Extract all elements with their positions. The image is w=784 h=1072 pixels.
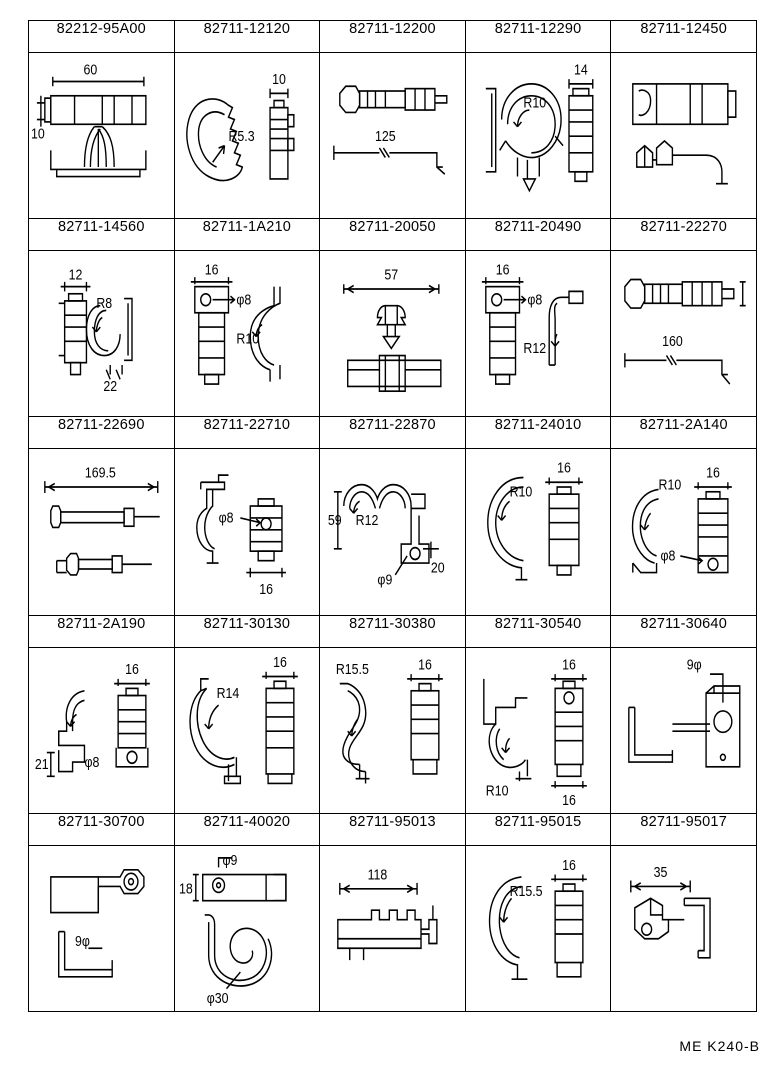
figure-row [29, 449, 757, 615]
dimension-label: R8 [96, 295, 113, 312]
part-number[interactable]: 82212-95A00 [29, 21, 175, 53]
c-clip-with-post-icon [466, 846, 611, 1011]
dimension-label: φ8 [84, 753, 100, 770]
part-figure-cell[interactable] [320, 647, 466, 813]
part-figure-cell[interactable] [29, 845, 175, 1011]
dimension-label: φ8 [235, 291, 251, 308]
header-row [29, 615, 757, 647]
part-number[interactable]: 82711-24010 [465, 417, 611, 449]
c-clip-with-post-icon [466, 449, 611, 614]
header-row [29, 219, 757, 251]
hook-clip-with-post-icon [175, 251, 320, 416]
plate-clip-with-hole-icon [29, 846, 174, 1011]
part-number[interactable]: 82711-30640 [611, 615, 757, 647]
part-figure-cell[interactable] [465, 647, 611, 813]
part-figure-cell[interactable] [174, 251, 320, 417]
part-figure-cell[interactable] [465, 251, 611, 417]
s-clip-with-post-icon [320, 648, 465, 813]
part-figure-cell[interactable] [611, 251, 757, 417]
part-figure-cell[interactable] [320, 449, 466, 615]
part-number[interactable]: 82711-30700 [29, 813, 175, 845]
clamp-bar-with-prongs-icon [29, 53, 174, 218]
part-figure-cell[interactable] [29, 449, 175, 615]
dimension-label: 12 [68, 266, 83, 283]
dimension-label: 16 [561, 655, 576, 673]
hook-clip-with-post-icon [466, 251, 611, 416]
dimension-label: 10 [271, 70, 286, 88]
part-number[interactable]: 82711-30380 [320, 615, 466, 647]
dimension-label: R15.5 [336, 660, 370, 677]
part-number[interactable]: 82711-22690 [29, 417, 175, 449]
part-figure-cell[interactable] [320, 251, 466, 417]
sheet-footer-code: ME K240-B [679, 1038, 760, 1054]
dimension-label: 16 [495, 261, 510, 279]
dimension-label: φ8 [527, 291, 543, 308]
dimension-label: R10 [523, 94, 546, 111]
dimension-label: R10 [658, 476, 682, 494]
strap-band-long-icon [611, 251, 756, 416]
dimension-label: 160 [662, 333, 684, 350]
part-number[interactable]: 82711-30540 [465, 615, 611, 647]
dimension-label: 169.5 [84, 464, 116, 482]
double-saddle-clamp-icon [320, 449, 465, 614]
dimension-label: 16 [561, 791, 576, 808]
strap-band-clamp-icon [320, 53, 465, 218]
parts-diagram-sheet [28, 20, 756, 1012]
dimension-label: 35 [654, 863, 668, 880]
bracket-clip-with-post-icon [175, 449, 320, 614]
dimension-label: 16 [125, 660, 139, 677]
part-figure-cell[interactable] [465, 449, 611, 615]
part-number[interactable]: 82711-95013 [320, 813, 466, 845]
dimension-label: 16 [258, 581, 273, 598]
part-figure-cell[interactable] [320, 53, 466, 219]
part-number[interactable]: 82711-2A140 [611, 417, 757, 449]
dimension-label: 16 [418, 655, 433, 673]
part-figure-cell[interactable] [611, 845, 757, 1011]
dimension-label: 10 [30, 125, 45, 142]
stepped-clip-with-post-icon [29, 648, 174, 813]
figure-row [29, 845, 757, 1011]
dimension-label: 9φ [75, 932, 90, 949]
part-number[interactable]: 82711-20050 [320, 219, 466, 251]
dimension-label: φ30 [206, 989, 229, 1006]
dimension-label: φ9 [222, 851, 238, 869]
dimension-label: 16 [204, 261, 219, 279]
dimension-label: 125 [375, 127, 396, 145]
part-figure-cell[interactable] [465, 53, 611, 219]
figure-row [29, 251, 757, 417]
header-row [29, 417, 757, 449]
parts-grid [28, 20, 757, 1012]
long-rod-clamp-icon [29, 449, 174, 614]
part-number[interactable]: 82711-12120 [174, 21, 320, 53]
part-number[interactable]: 82711-12290 [465, 21, 611, 53]
dimension-label: R15.5 [509, 882, 543, 899]
part-figure-cell[interactable] [29, 53, 175, 219]
block-clamp-with-tail-icon [611, 53, 756, 218]
part-figure-cell[interactable] [320, 845, 466, 1011]
c-clip-with-post-icon [611, 449, 756, 614]
dimension-label: R12 [355, 512, 379, 529]
part-figure-cell[interactable] [29, 647, 175, 813]
notched-bar-clamp-icon [320, 846, 465, 1011]
part-figure-cell[interactable] [29, 251, 175, 417]
dimension-label: 16 [561, 856, 576, 873]
dimension-label: 20 [431, 559, 445, 577]
dimension-label: 60 [83, 61, 98, 78]
loop-strap-clamp-icon [175, 846, 320, 1011]
hook-clip-small-icon [29, 251, 174, 416]
part-figure-cell[interactable] [174, 53, 320, 219]
part-number[interactable]: 82711-95015 [465, 813, 611, 845]
angled-clip-with-post-icon [466, 648, 611, 813]
dimension-label: R5.3 [228, 127, 255, 145]
part-number[interactable]: 82711-30130 [174, 615, 320, 647]
figure-row [29, 647, 757, 813]
part-number[interactable]: 82711-2A190 [29, 615, 175, 647]
toothed-ring-clamp-icon [175, 53, 320, 218]
dimension-label: 57 [384, 266, 399, 283]
dimension-label: R10 [235, 330, 259, 348]
part-number[interactable]: 82711-22270 [611, 219, 757, 251]
dimension-label: 22 [103, 378, 118, 395]
large-c-clip-with-post-icon [175, 648, 320, 813]
dimension-label: 118 [367, 865, 388, 883]
dimension-label: R12 [523, 340, 546, 357]
part-figure-cell[interactable] [174, 647, 320, 813]
dimension-label: 59 [328, 512, 342, 529]
part-number[interactable]: 82711-95017 [611, 813, 757, 845]
dimension-label: R10 [509, 483, 533, 501]
part-number[interactable]: 82711-22870 [320, 417, 466, 449]
twin-arrow-band-clamp-icon [320, 251, 465, 416]
header-row [29, 21, 757, 53]
figure-row [29, 53, 757, 219]
dimension-label: R14 [216, 684, 239, 701]
dimension-label: φ8 [218, 509, 234, 527]
part-number[interactable]: 82711-12200 [320, 21, 466, 53]
dimension-label: φ9 [377, 571, 393, 589]
part-number[interactable]: 82711-20490 [465, 219, 611, 251]
part-number[interactable]: 82711-22710 [174, 417, 320, 449]
u-bracket-with-hole-icon [611, 648, 756, 813]
dimension-label: 14 [573, 61, 588, 78]
part-figure-cell[interactable] [611, 647, 757, 813]
part-figure-cell[interactable] [611, 449, 757, 615]
bent-bracket-with-hole-icon [611, 846, 756, 1011]
dimension-label: 9φ [687, 655, 703, 673]
dimension-label: R10 [485, 781, 509, 799]
part-number[interactable]: 82711-1A210 [174, 219, 320, 251]
dimension-label: 16 [556, 460, 571, 477]
dimension-label: φ8 [660, 548, 676, 565]
part-figure-cell[interactable] [174, 845, 320, 1011]
header-row [29, 813, 757, 845]
dimension-label: 16 [272, 653, 287, 670]
round-clip-with-post-icon [466, 53, 611, 218]
part-figure-cell[interactable] [611, 53, 757, 219]
dimension-label: 21 [34, 755, 49, 772]
part-figure-cell[interactable] [465, 845, 611, 1011]
dimension-label: 18 [178, 880, 193, 897]
dimension-label: 16 [706, 464, 721, 482]
part-number[interactable]: 82711-14560 [29, 219, 175, 251]
part-number[interactable]: 82711-40020 [174, 813, 320, 845]
part-figure-cell[interactable] [174, 449, 320, 615]
part-number[interactable]: 82711-12450 [611, 21, 757, 53]
